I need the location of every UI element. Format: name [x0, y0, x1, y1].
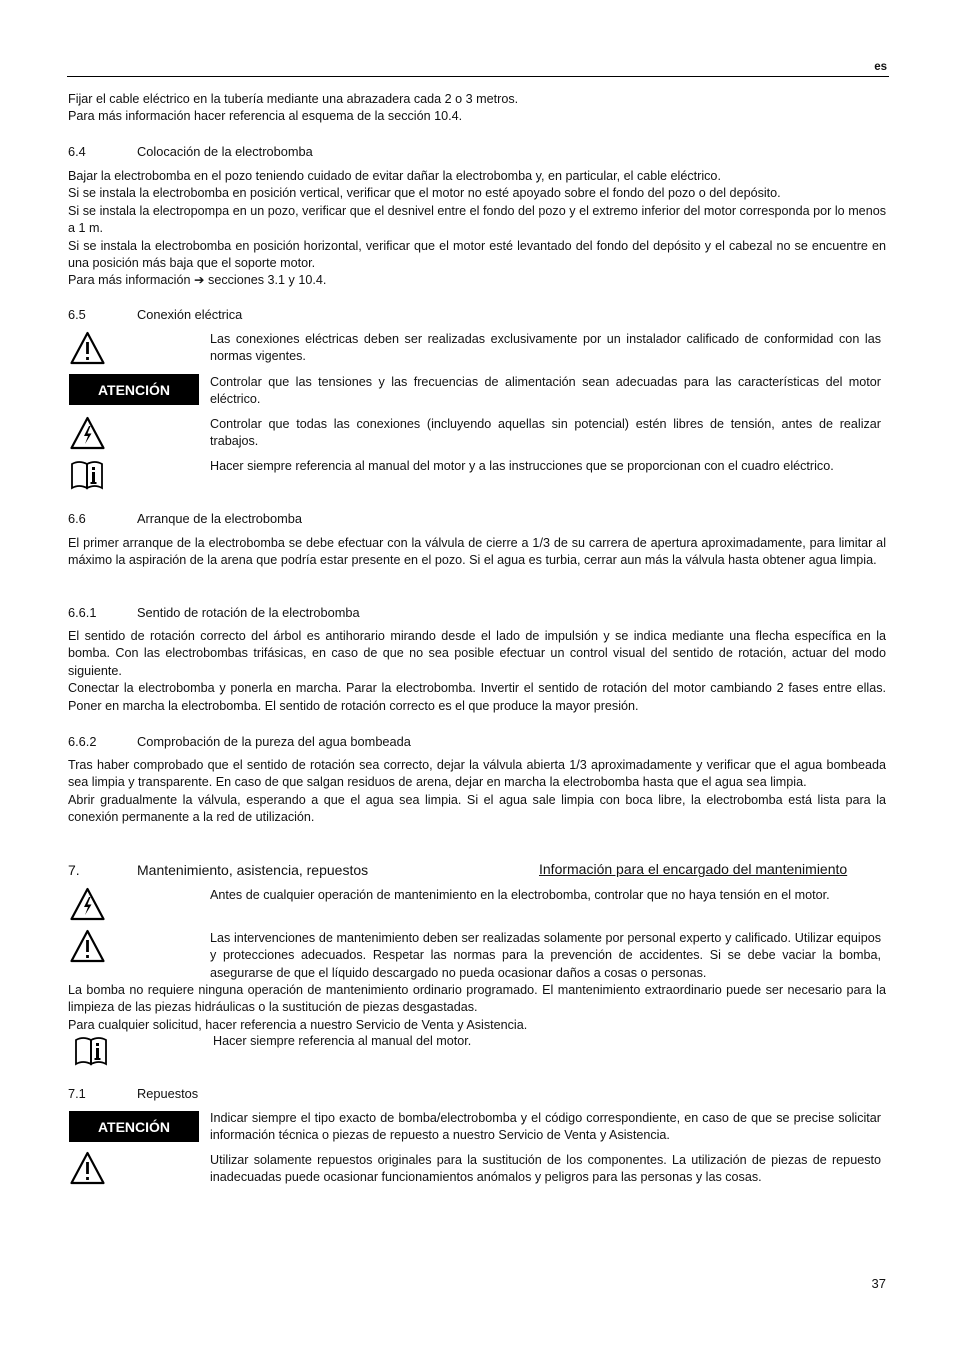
paragraph: Abrir gradualmente la válvula, esperando a que el agua sea limpia. Si el agua sale limpia con boca libre, la electrobomba está lista para la conexión permanente a la red de utilización.: [68, 792, 886, 825]
paragraph: El primer arranque de la electrobomba se debe efectuar con la válvula de cierre a 1/3 de su carrera de apertura aproximadamente, para limitar al máximo la aspiración de la arena que podría estar presente en el pozo. Si el agua es turbia, cerrar aun más la válvula hasta obtener agua limpia.: [68, 536, 886, 568]
section-title: Arranque de la electrobomba: [137, 511, 303, 526]
section-number: 6.6: [68, 511, 86, 526]
paragraph: Tras haber comprobado que el sentido de rotación sea correcto, dejar la válvula abierta 1/3 aproximadamente y verificar que el agua bombeada sea limpia y transparente. En caso de que salgan residuos de arena, dejar en marcha la electrobomba hasta que el agua sea limpia.: [68, 758, 886, 790]
manual-info-icon: [73, 1034, 109, 1066]
section-title: Sentido de rotación de la electrobomba: [137, 605, 360, 620]
electrical-hazard-icon: [69, 416, 106, 450]
paragraph: Si se instala la electropompa en un pozo, verificar que el desnivel entre el fondo del pozo y el extremo inferior del motor corresponda por lo menos a 1 m.: [68, 203, 886, 236]
section-title: Repuestos: [137, 1086, 199, 1101]
note-text: Hacer siempre referencia al manual del motor.: [213, 1034, 472, 1048]
manual-info-icon: [69, 458, 105, 490]
section-number: 6.4: [68, 144, 86, 159]
warning-icon: [69, 929, 106, 963]
atencion-badge: ATENCIÓN: [69, 374, 199, 405]
electrical-hazard-icon: [69, 887, 106, 921]
paragraph: Bajar la electrobomba en el pozo teniendo cuidado de evitar dañar la electrobomba y, en particular, el cable eléctrico.: [68, 169, 721, 183]
intro-line: Para más información hacer referencia al esquema de la sección 10.4.: [68, 109, 463, 124]
section-title: Conexión eléctrica: [137, 307, 243, 322]
paragraph: El sentido de rotación correcto del árbol es antihorario mirando desde el lado de impulsión y se indica mediante una flecha específica en la bomba. Con las electrobombas trifásicas, en caso de que no sea posible efectuar un control visual del sentido de rotación, actuar del modo siguiente.: [68, 629, 886, 678]
note-text: Antes de cualquier operación de mantenimiento en la electrobomba, controlar que no haya tensión en el motor.: [210, 888, 830, 902]
note-text: Utilizar solamente repuestos originales para la sustitución de los componentes. La utilización de piezas de repuesto inadecuadas puede ocasionar funcionamientos anómalos y peligros para las personas y las cosas.: [210, 1153, 881, 1185]
note-text: Las conexiones eléctricas deben ser realizadas exclusivamente por un instalador calificado de conformidad con las normas vigentes.: [210, 332, 881, 364]
note-text: Hacer siempre referencia al manual del motor y a las instrucciones que se proporcionan con el cuadro eléctrico.: [210, 459, 834, 473]
note-text: Indicar siempre el tipo exacto de bomba/electrobomba y el código correspondiente, en caso de que se precise solicitar información técnica o piezas de repuesto a nuestro Servicio de Venta y Asistencia.: [210, 1111, 881, 1143]
paragraph: La bomba no requiere ninguna operación de mantenimiento ordinario programado. El mantenimiento extraordinario puede ser necesario para la limpieza de las piezas hidráulicas o la sustitución de piezas desgastadas.: [68, 983, 886, 1015]
section-body: [68, 535, 886, 570]
chapter-subtitle: Información para el encargado del mantenimiento: [539, 861, 848, 877]
paragraph: Para cualquier solicitud, hacer referencia a nuestro Servicio de Venta y Asistencia.: [68, 1017, 528, 1032]
paragraph: Si se instala la electrobomba en posición horizontal, verificar que el motor esté levantado del fondo del depósito y el cabezal no se encuentre en una posición más baja que el soporte motor.: [68, 238, 886, 271]
atencion-badge: ATENCIÓN: [69, 1111, 199, 1142]
chapter-number: 7.: [68, 862, 80, 878]
section-body: [68, 982, 886, 1034]
section-number: 6.5: [68, 307, 86, 322]
section-title: Colocación de la electrobomba: [137, 144, 313, 159]
section-title: Comprobación de la pureza del agua bombeada: [137, 734, 411, 749]
paragraph: Si se instala la electrobomba en posición vertical, verificar que el motor no esté apoyado sobre el fondo del pozo o del depósito.: [68, 186, 781, 201]
section-body: [68, 168, 886, 290]
warning-icon: [69, 1151, 106, 1185]
note-text: Controlar que todas las conexiones (incluyendo aquellas sin potencial) estén libres de tensión, antes de realizar trabajos.: [210, 417, 881, 449]
section-number: 6.6.1: [68, 605, 97, 620]
paragraph: Para más información ➔ secciones 3.1 y 10.4.: [68, 273, 327, 288]
warning-icon: [69, 331, 106, 365]
page-number: 37: [871, 1276, 886, 1291]
intro-line: Fijar el cable eléctrico en la tubería mediante una abrazadera cada 2 o 3 metros.: [68, 92, 519, 106]
section-body: [68, 628, 886, 715]
header-rule: [67, 76, 889, 77]
intro-text: [68, 91, 886, 126]
note-text: Las intervenciones de mantenimiento deben ser realizadas solamente por personal experto y calificado. Utilizar equipos y protecciones adecuados. Respetar las normas para la prevención de accidentes. Si se debe vaciar la bomba, asegurarse de que el líquido descargado no pueda ocasionar daños a cosas o personas.: [210, 931, 881, 980]
chapter-title: Mantenimiento, asistencia, repuestos: [137, 862, 369, 878]
section-number: 7.1: [68, 1086, 86, 1101]
note-text: Controlar que las tensiones y las frecuencias de alimentación sean adecuadas para las características del motor eléctrico.: [210, 375, 881, 407]
section-number: 6.6.2: [68, 734, 97, 749]
language-code: es: [874, 61, 887, 73]
section-body: [68, 757, 886, 827]
paragraph: Conectar la electrobomba y ponerla en marcha. Parar la electrobomba. Invertir el sentido de rotación del motor cambiando 2 fases entre ellas. Poner en marcha la electrobomba. El sentido de rotación correcto es el que produce la mayor presión.: [68, 681, 886, 713]
